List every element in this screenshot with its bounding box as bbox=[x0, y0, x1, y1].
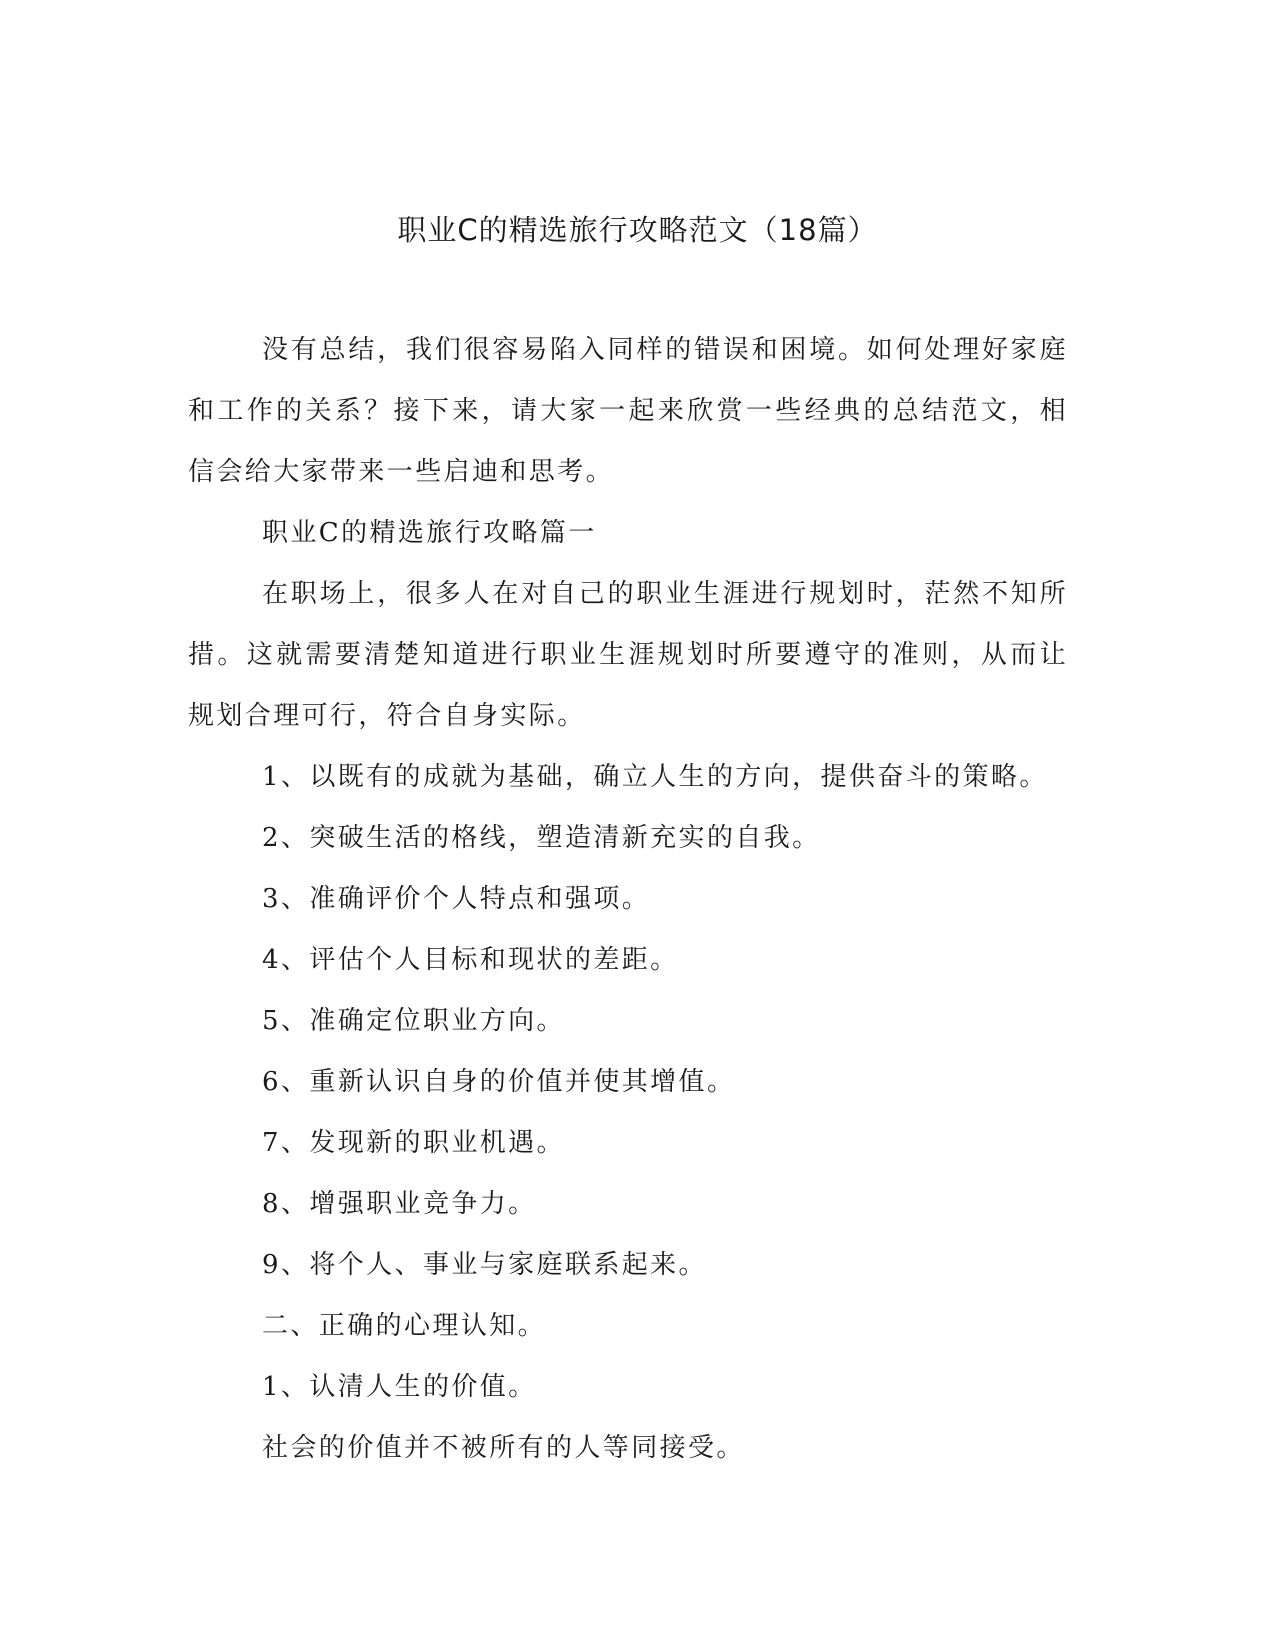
list-item: 2、突破生活的格线，塑造清新充实的自我。 bbox=[262, 823, 821, 853]
list-item: 6、重新认识自身的价值并使其增值。 bbox=[262, 1067, 736, 1097]
list-item: 3、准确评价个人特点和强项。 bbox=[262, 884, 651, 914]
list-item: 5、准确定位职业方向。 bbox=[262, 1006, 565, 1036]
list-item: 9、将个人、事业与家庭联系起来。 bbox=[262, 1250, 707, 1280]
document-body bbox=[188, 320, 1068, 1479]
list-item: 8、增强职业竞争力。 bbox=[262, 1189, 537, 1219]
body-paragraph: 社会的价值并不被所有的人等同接受。 bbox=[262, 1433, 745, 1463]
list-item: 4、评估个人目标和现状的差距。 bbox=[262, 945, 679, 975]
list-item: 1、以既有的成就为基础，确立人生的方向，提供奋斗的策略。 bbox=[262, 762, 1048, 792]
list-item: 1、认清人生的价值。 bbox=[262, 1372, 537, 1402]
document-title: 职业C的精选旅行攻略范文（18篇） bbox=[397, 213, 878, 247]
list-item: 7、发现新的职业机遇。 bbox=[262, 1128, 565, 1158]
intro-paragraph: 没有总结，我们很容易陷入同样的错误和困境。如何处理好家庭和工作的关系？接下来，请大家一起来欣赏一些经典的总结范文，相信会给大家带来一些启迪和思考。 bbox=[188, 335, 1068, 487]
section-heading: 职业C的精选旅行攻略篇一 bbox=[262, 518, 597, 548]
subsection-heading: 二、正确的心理认知。 bbox=[262, 1311, 547, 1341]
body-paragraph: 在职场上，很多人在对自己的职业生涯进行规划时，茫然不知所措。这就需要清楚知道进行职业生涯规划时所要遵守的准则，从而让规划合理可行，符合自身实际。 bbox=[188, 579, 1068, 731]
